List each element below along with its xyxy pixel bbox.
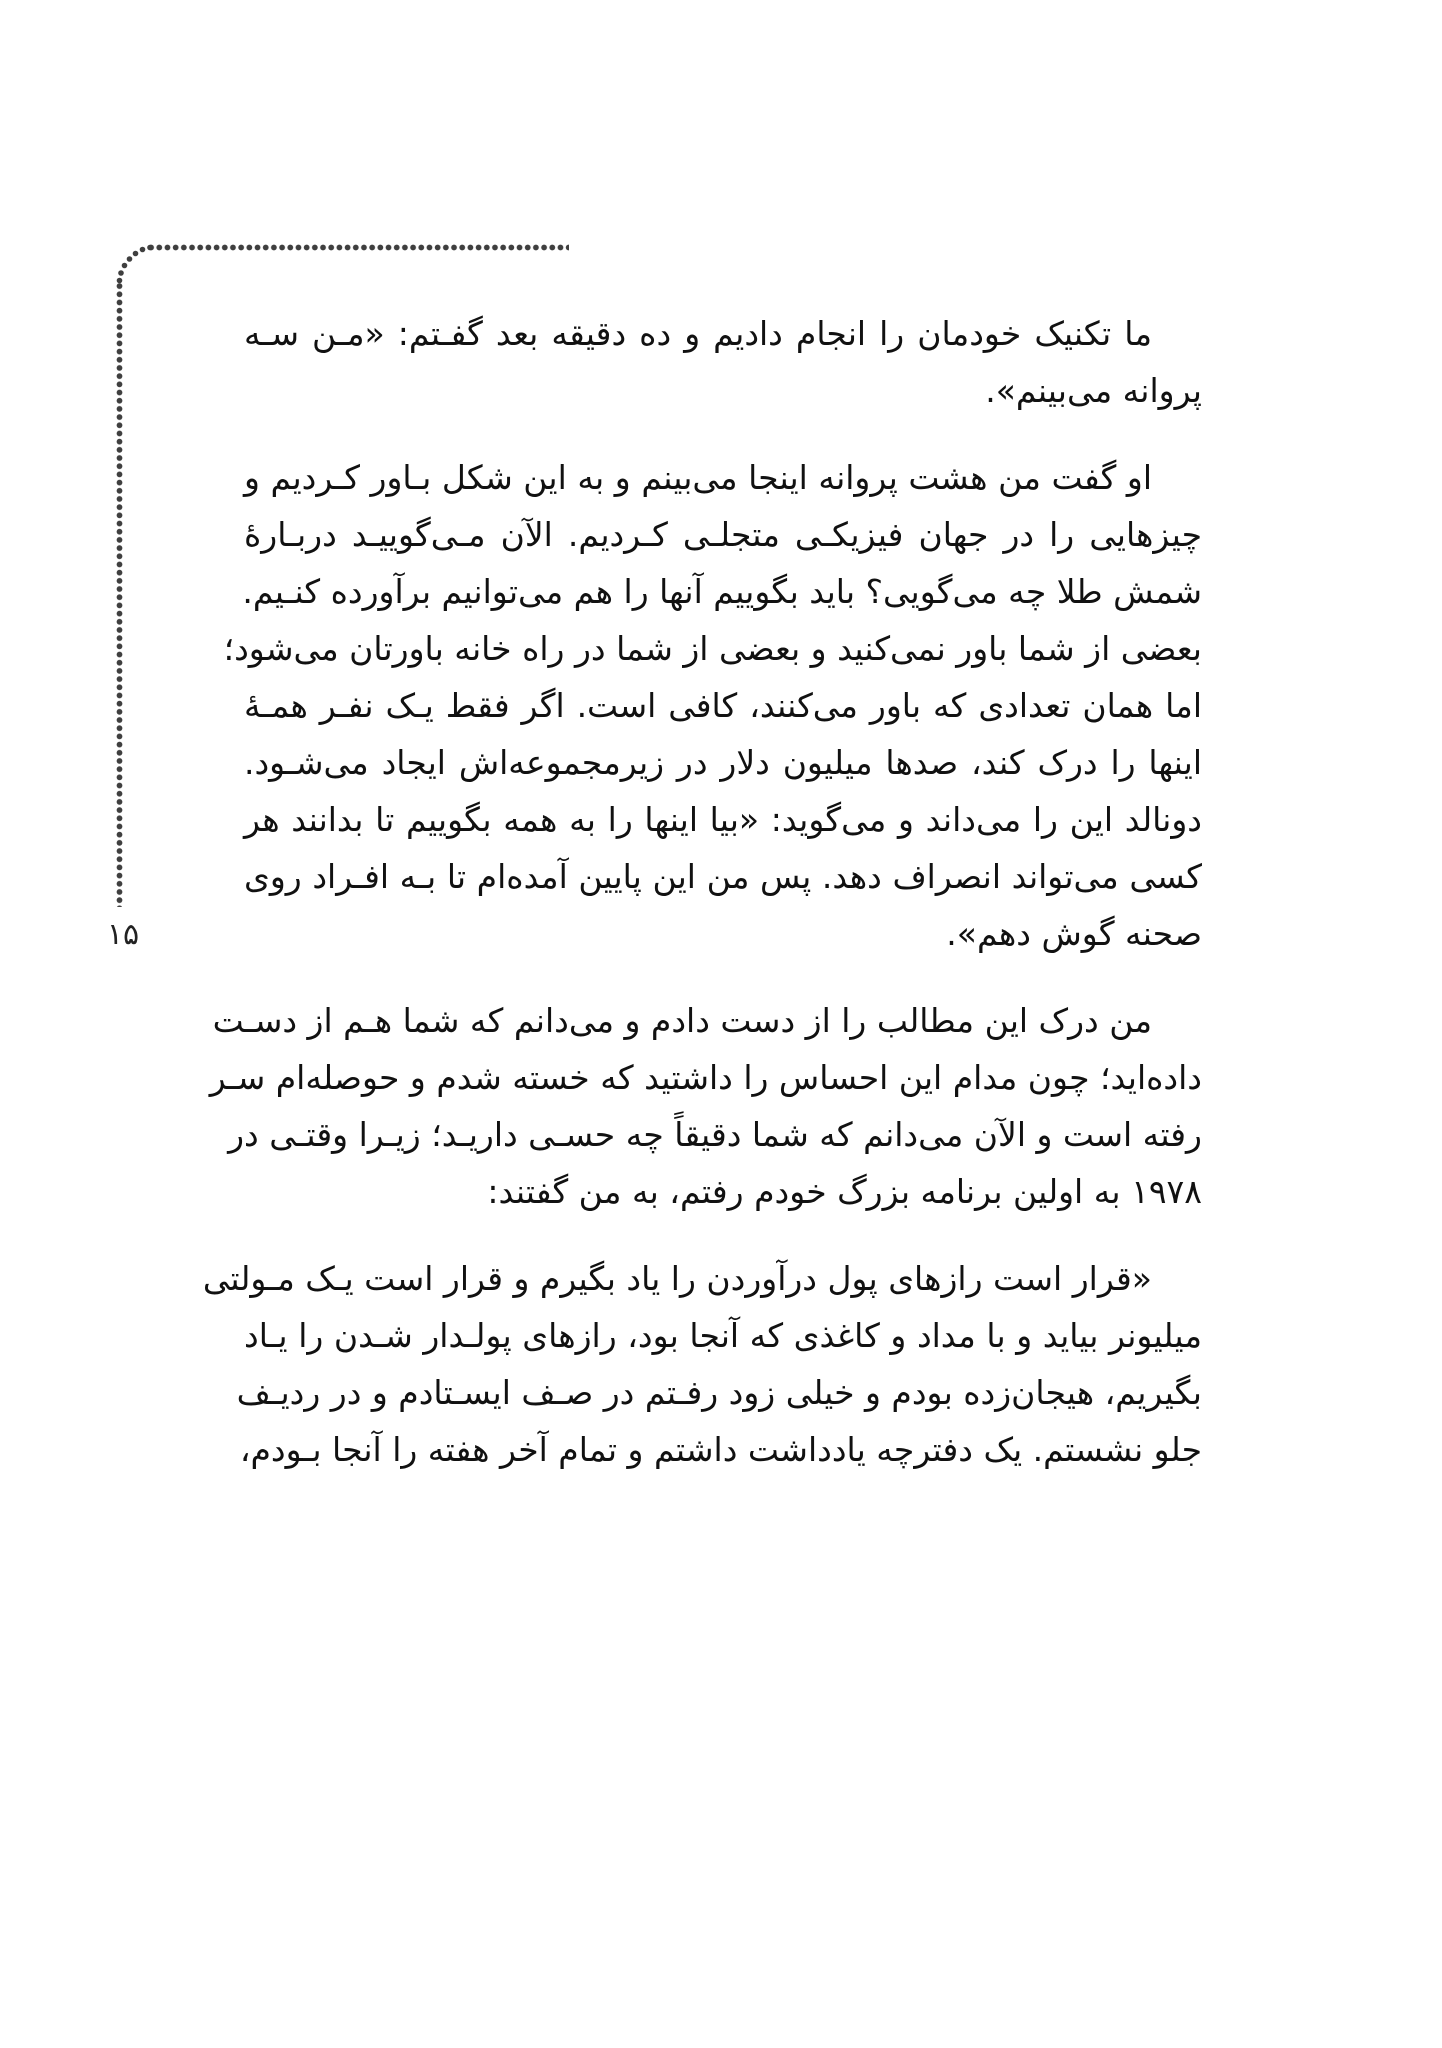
text-line: میلیونر بیاید و با مداد و کاغذی که آنجا بود، رازهای پولـدار شـدن را یـاد bbox=[244, 1316, 1202, 1355]
text-line: اینها را درک کند، صدها میلیون دلار در زیرمجموعه‌اش ایجاد می‌شـود. bbox=[244, 743, 1202, 782]
dotted-frame-top bbox=[147, 244, 569, 251]
text-line: دونالد این را می‌داند و می‌گوید: «بیا اینها را به همه بگوییم تا بدانند هر bbox=[244, 800, 1202, 839]
text-line: اما همان تعدادی که باور می‌کنند، کافی است. اگر فقط یـک نفـر همـۀ bbox=[244, 686, 1202, 725]
text-line: رفته است و الآن می‌دانم که شما دقیقاً چه حسـی داریـد؛ زیـرا وقتـی در bbox=[228, 1115, 1202, 1154]
text-line: «قرار است رازهای پول درآوردن را یاد بگیرم و قرار است یـک مـولتی bbox=[202, 1259, 1152, 1298]
paragraph-4 bbox=[202, 1250, 1202, 1478]
paragraph-1 bbox=[244, 305, 1202, 419]
paragraph-2 bbox=[223, 449, 1202, 962]
text-line: صحنه گوش دهم». bbox=[946, 914, 1202, 953]
text-line: من درک این مطالب را از دست دادم و می‌دانم که شما هـم از دسـت bbox=[212, 1001, 1152, 1040]
page-number: ۱۵ bbox=[106, 917, 140, 952]
text-line: داده‌اید؛ چون مدام این احساس را داشتید که خسته شدم و حوصله‌ام سـر bbox=[209, 1058, 1202, 1097]
dotted-frame-left bbox=[116, 282, 123, 907]
paragraph-3 bbox=[209, 992, 1202, 1220]
text-line: بعضی از شما باور نمی‌کنید و بعضی از شما در راه خانه باورتان می‌شود؛ bbox=[223, 629, 1202, 668]
text-line: بگیریم، هیجان‌زده بودم و خیلی زود رفـتم در صـف ایسـتادم و در ردیـف bbox=[236, 1373, 1202, 1412]
text-line: جلو نشستم. یک دفترچه یادداشت داشتم و تمام آخر هفته را آنجا بـودم، bbox=[239, 1430, 1202, 1469]
text-line: شمش طلا چه می‌گویی؟ باید بگوییم آنها را هم می‌توانیم برآورده کنـیم. bbox=[242, 572, 1202, 611]
text-line: پروانه می‌بینم». bbox=[985, 371, 1202, 410]
text-line: او گفت من هشت پروانه اینجا می‌بینم و به این شکل بـاور کـردیم و bbox=[244, 458, 1152, 497]
text-line: چیزهایی را در جهان فیزیکـی متجلـی کـردیم. الآن مـی‌گوییـد دربـارۀ bbox=[244, 515, 1202, 554]
text-line: ما تکنیک خودمان را انجام دادیم و ده دقیقه بعد گفـتم: «مـن سـه bbox=[244, 314, 1152, 353]
text-line: ۱۹۷۸ به اولین برنامه بزرگ خودم رفتم، به من گفتند: bbox=[487, 1172, 1202, 1211]
text-line: کسی می‌تواند انصراف دهد. پس من این پایین آمده‌ام تا بـه افـراد روی bbox=[244, 857, 1202, 896]
body-text bbox=[202, 305, 1202, 1508]
